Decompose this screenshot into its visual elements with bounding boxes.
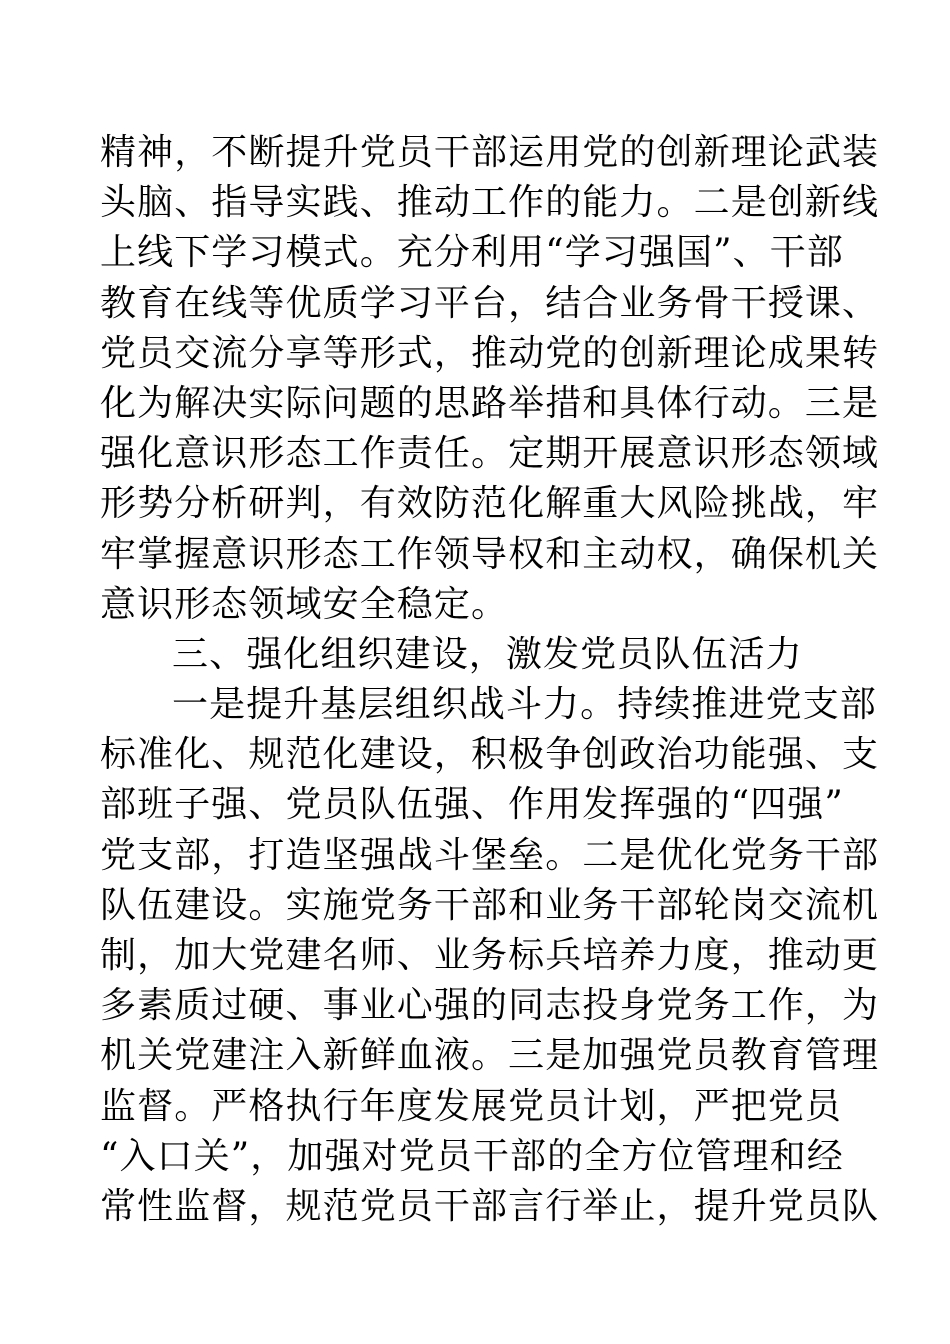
- section-heading: 三、强化组织建设，激发党员队伍活力: [172, 633, 803, 675]
- text-line: 意识形态领域安全稳定。: [100, 583, 509, 625]
- document-body: [100, 128, 880, 1232]
- text-line: 监督。严格执行年度发展党员计划，严把党员: [100, 1085, 843, 1127]
- text-line: 一是提升基层组织战斗力。持续推进党支部: [172, 684, 877, 726]
- text-line: 精神，不断提升党员干部运用党的创新理论武装: [100, 132, 880, 173]
- text-line: 队伍建设。实施党务干部和业务干部轮岗交流机: [100, 884, 880, 926]
- text-line: 党员交流分享等形式，推动党的创新理论成果转: [100, 332, 880, 374]
- text-line: 标准化、规范化建设，积极争创政治功能强、支: [100, 734, 880, 776]
- text-line: 党支部，打造坚强战斗堡垒。二是优化党务干部: [100, 834, 880, 876]
- text-line: 多素质过硬、事业心强的同志投身党务工作，为: [100, 985, 880, 1027]
- text-line: “入口关”，加强对党员干部的全方位管理和经: [100, 1135, 844, 1177]
- text-line: 部班子强、党员队伍强、作用发挥强的“四强”: [100, 784, 844, 826]
- text-line: 常性监督，规范党员干部言行举止，提升党员队: [100, 1185, 880, 1227]
- text-line: 强化意识形态工作责任。定期开展意识形态领域: [100, 433, 880, 475]
- text-line: 化为解决实际问题的思路举措和具体行动。三是: [100, 382, 880, 424]
- text-line: 机关党建注入新鲜血液。三是加强党员教育管理: [100, 1035, 880, 1077]
- text-line: 牢掌握意识形态工作领导权和主动权，确保机关: [100, 533, 880, 575]
- text-line: 上线下学习模式。充分利用“学习强国”、干部: [100, 232, 844, 274]
- text-line: 教育在线等优质学习平台，结合业务骨干授课、: [100, 282, 880, 324]
- text-line: 制，加大党建名师、业务标兵培养力度，推动更: [100, 935, 880, 976]
- text-line: 形势分析研判，有效防范化解重大风险挑战，牢: [100, 483, 880, 525]
- text-line: 头脑、指导实践、推动工作的能力。二是创新线: [100, 182, 880, 224]
